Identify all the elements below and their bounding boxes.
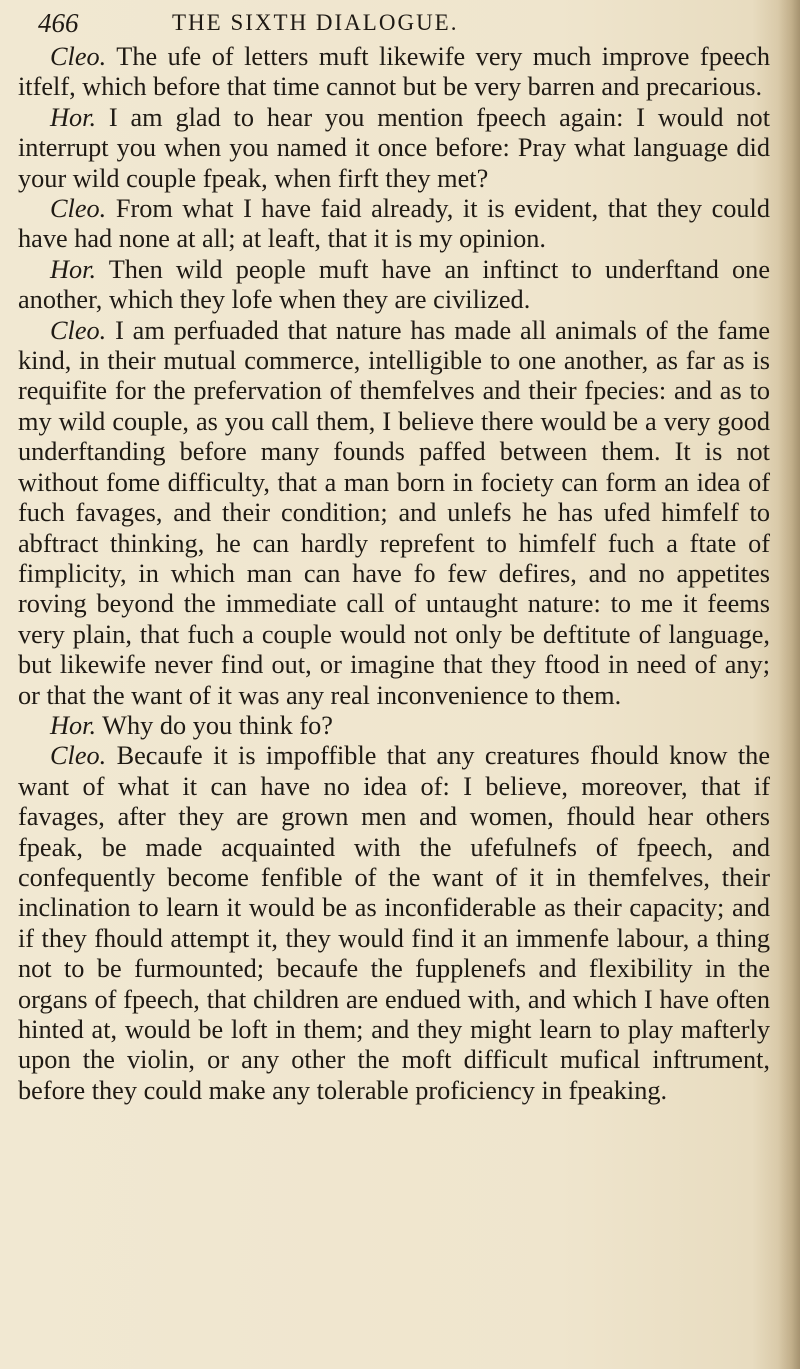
speaker-name: Hor. xyxy=(50,102,97,132)
dialogue-paragraph xyxy=(18,741,770,1106)
dialogue-text: I am perfuaded that nature has made all animals of the fame kind, in their mutual commerce, intelligible to one another, as far as is requifite for the prefervation of themfelves and their fpecies: and as to my wild couple, as you call them, I believe there would be a very good underftanding before many founds paffed between them. It is not without fome difficulty, that a man born in fociety can form an idea of fuch favages, and their condition; and unlefs he has ufed himfelf to abftract thinking, he can hardly reprefent to himfelf fuch a ftate of fimplicity, in which man can have fo few defires, and no appetites roving beyond the immediate call of untaught nature: to me it feems very plain, that fuch a couple would not only be deftitute of language, but likewife never find out, or imagine that they ftood in need of any; or that the want of it was any real inconvenience to them. xyxy=(18,315,770,710)
speaker-name: Cleo. xyxy=(50,741,107,771)
page-number: 466 xyxy=(38,8,79,38)
speaker-name: Hor. xyxy=(50,254,97,284)
dialogue-paragraph xyxy=(18,42,770,103)
page-edge-shadow xyxy=(778,0,800,1369)
body-text xyxy=(18,42,770,1106)
dialogue-text: I am glad to hear you mention fpeech again: I would not interrupt you when you named it once before: Pray what language did your wild couple fpeak, when firft they met? xyxy=(18,102,771,193)
dialogue-paragraph xyxy=(18,255,770,316)
dialogue-text: Why do you think fo? xyxy=(102,710,333,740)
dialogue-text: Then wild people muft have an inftinct to underftand one another, which they lofe when they are civilized. xyxy=(18,254,770,315)
dialogue-text: The ufe of letters muft likewife very much improve fpeech itfelf, which before that time cannot but be very barren and precarious. xyxy=(18,42,771,102)
speaker-name: Cleo. xyxy=(50,42,107,71)
dialogue-text: From what I have faid already, it is evident, that they could have had none at all; at leaft, that it is my opinion. xyxy=(18,194,770,254)
dialogue-paragraph xyxy=(18,711,770,741)
dialogue-paragraph xyxy=(18,103,770,194)
running-head: THE SIXTH DIALOGUE. xyxy=(172,10,459,35)
dialogue-paragraph xyxy=(18,194,770,255)
dialogue-text: Becaufe it is impoffible that any creatures fhould know the want of what it can have no idea of: I believe, moreover, that if favages, after they are grown men and women, fhould hear others fpeak, be made acquainted with the ufefulnefs of fpeech, and confequently become fenfible of the want of it in themfelves, their inclination to learn it would be as inconfiderable as their capacity; and if they fhould attempt it, they would find it an immenfe labour, a thing not to be furmounted; becaufe the fupplenefs and flexibility in the organs of fpeech, that children are endued with, and which I have often hinted at, would be loft in them; and they might learn to play mafterly upon the violin, or any other the moft difficult mufical inftrument, before they could make any tolerable proficiency in fpeaking. xyxy=(18,741,770,1105)
speaker-name: Cleo. xyxy=(50,315,107,345)
speaker-name: Hor. xyxy=(50,710,97,740)
dialogue-paragraph xyxy=(18,316,770,711)
speaker-name: Cleo. xyxy=(50,194,107,224)
